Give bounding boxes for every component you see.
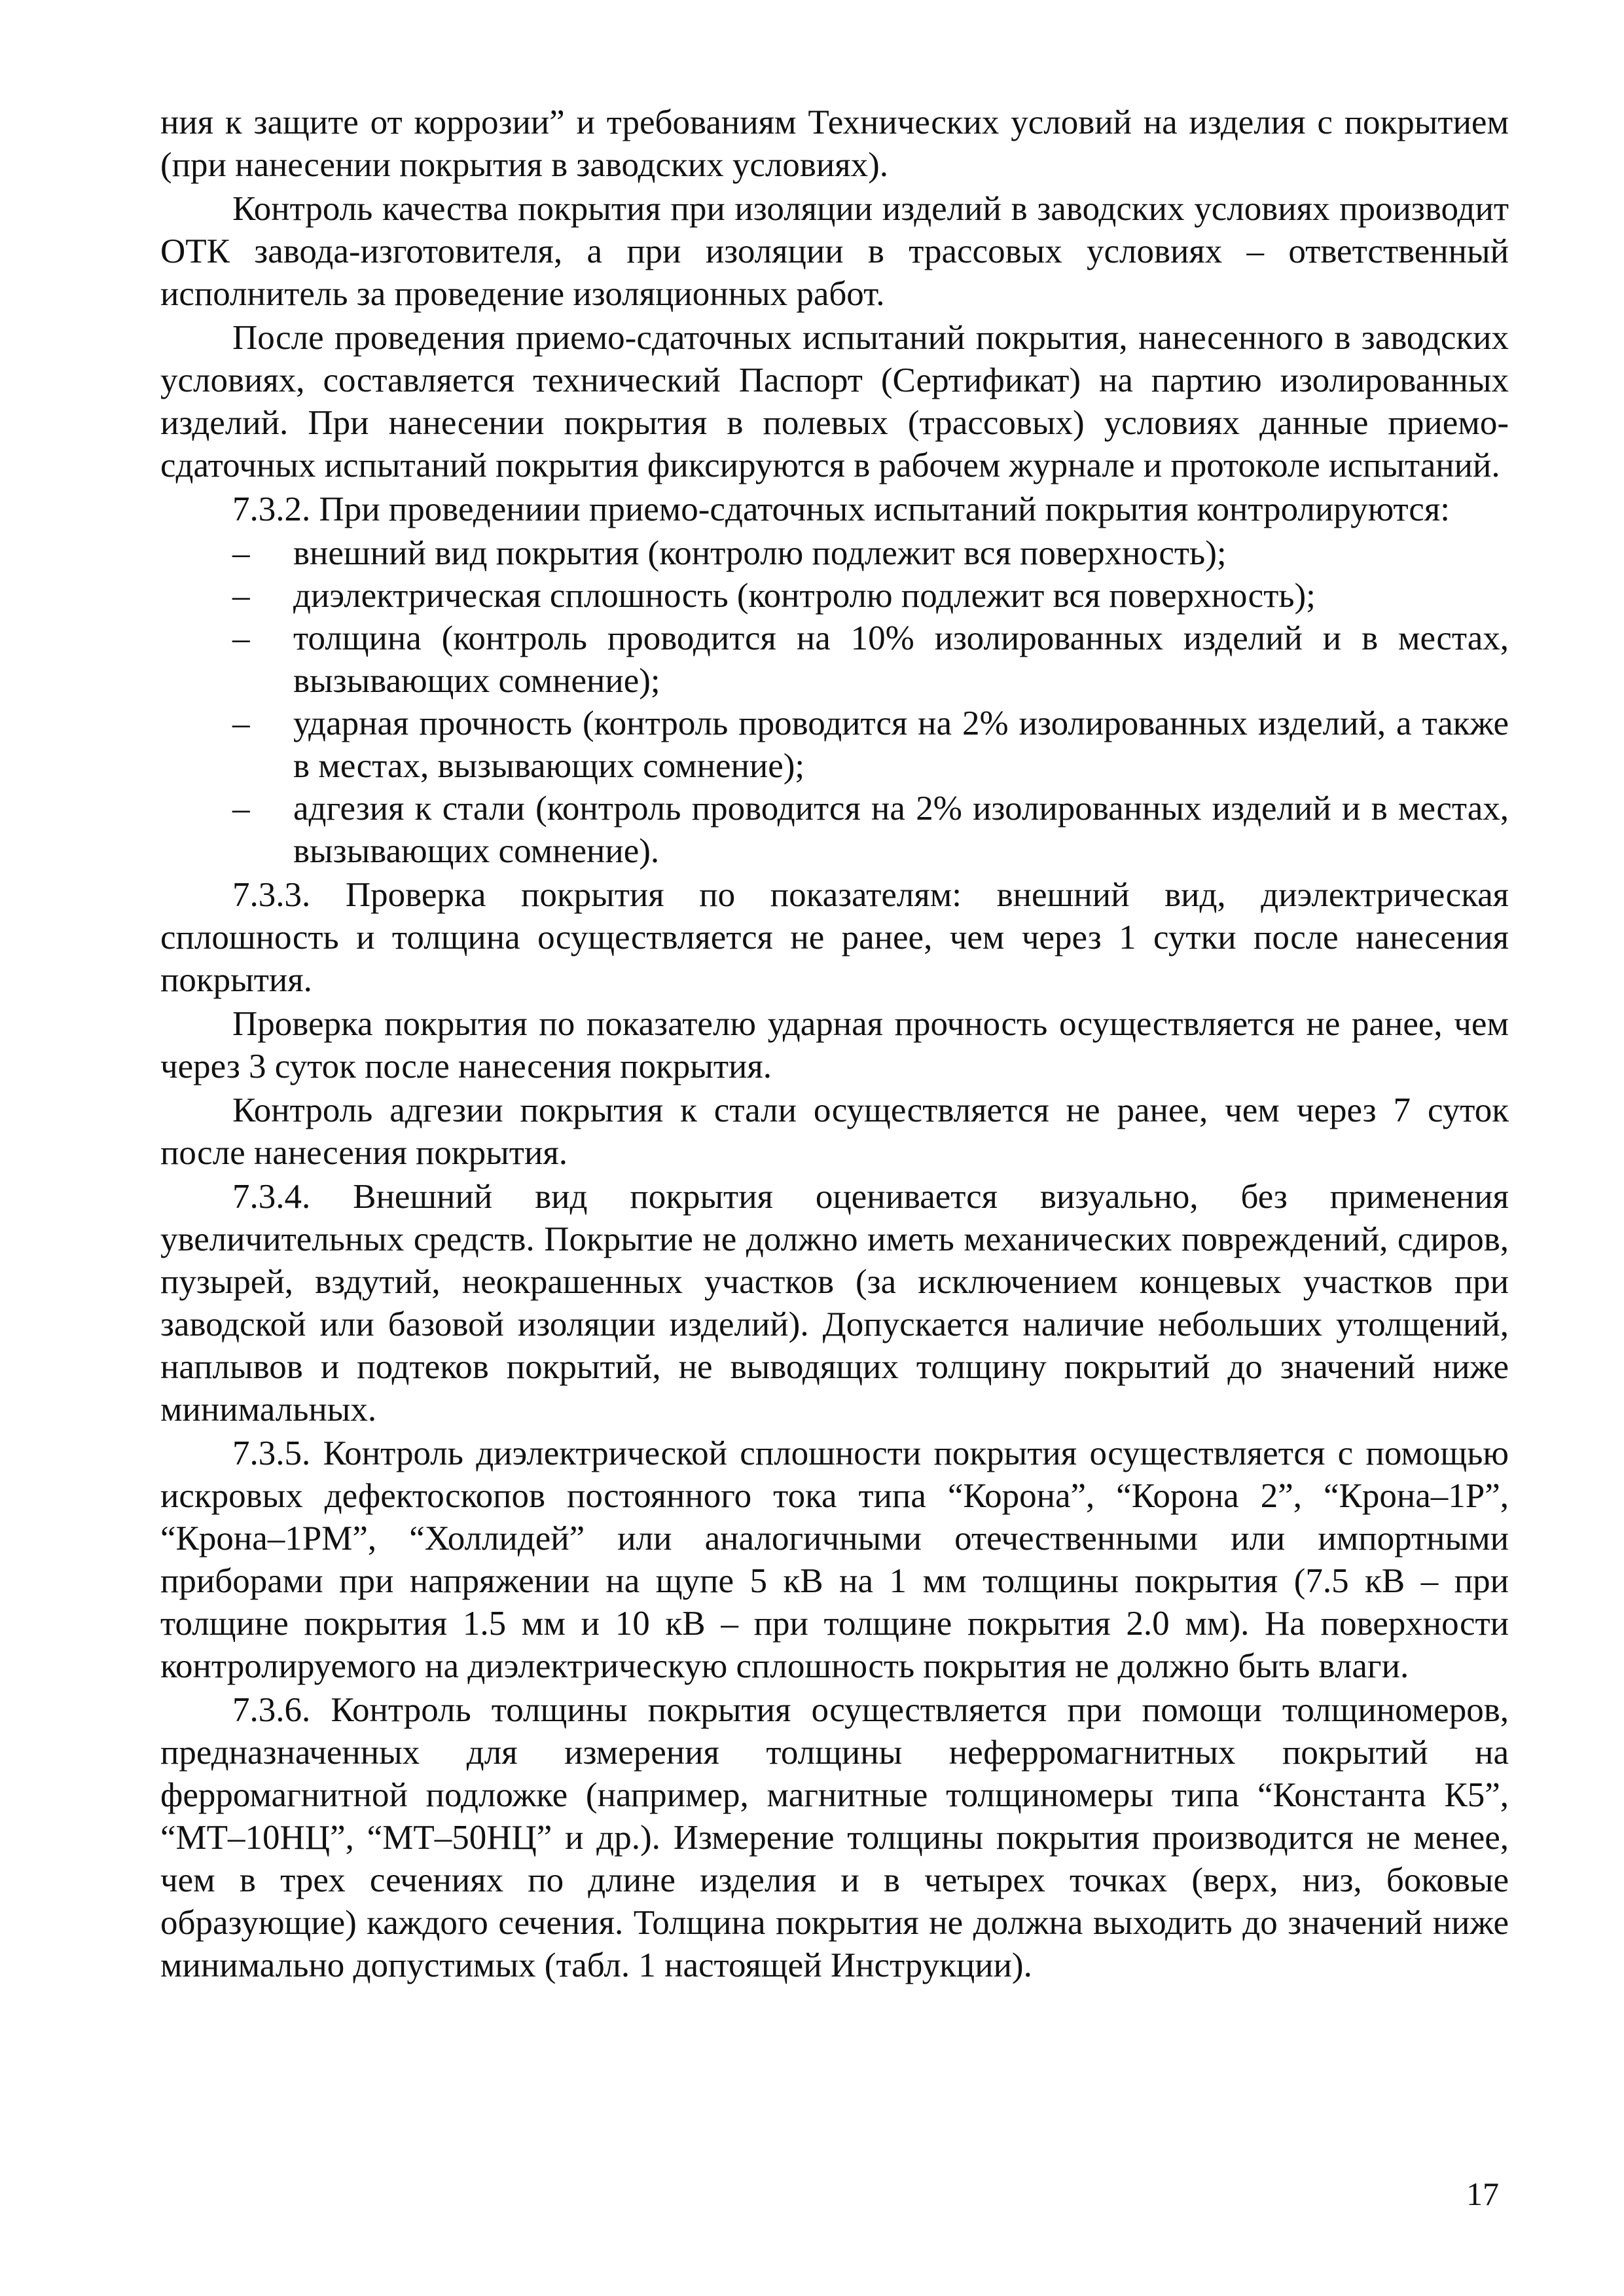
paragraph-7-3-6: 7.3.6. Контроль толщины покрытия осуществляется при помощи толщиномеров, предназначенных для измерения толщины неферромагнитных покрытий на ферромагнитной подложке (например, магнитные толщиномеры типа “Константа К5”, “МТ–10НЦ”, “МТ–50НЦ” и др.). Измерение толщины покрытия производится не менее, чем в трех сечениях по длине изделия и в четырех точках (верх, низ, боковые образующие) каждого сечения. Толщина покрытия не должна выходить до значений ниже минимально допустимых (табл. 1 настоящей Инструкции).	[160, 1691, 1509, 1984]
list-item	[160, 532, 1509, 575]
paragraph-impact-strength-check: Проверка покрытия по показателю ударная прочность осуществляется не ранее, чем через 3 суток после нанесения покрытия.	[160, 1005, 1509, 1085]
document-body	[160, 101, 1509, 1988]
list-item	[160, 702, 1509, 788]
paragraph-7-3-3: 7.3.3. Проверка покрытия по показателям: внешний вид, диэлектрическая сплошность и толщина осуществляется не ранее, чем через 1 сутки после нанесения покрытия.	[160, 876, 1509, 999]
paragraph-7-3-4: 7.3.4. Внешний вид покрытия оценивается визуально, без применения увеличительных средств. Покрытие не должно иметь механических повреждений, сдиров, пузырей, вздутий, неокрашенных участков (за исключением концевых участков при заводской или базовой изоляции изделий). Допускается наличие небольших утолщений, наплывов и подтеков покрытий, не выводящих толщину покрытий до значений ниже минимальных.	[160, 1178, 1509, 1429]
list-item	[160, 575, 1509, 617]
paragraph-7-3-5: 7.3.5. Контроль диэлектрической сплошности покрытия осуществляется с помощью искровых дефектоскопов постоянного тока типа “Корона”, “Корона 2”, “Крона–1Р”, “Крона–1РМ”, “Холлидей” или аналогичными отечественными или импортными приборами при напряжении на щупе 5 кВ на 1 мм толщины покрытия (7.5 кВ – при толщине покрытия 1.5 мм и 10 кВ – при толщине покрытия 2.0 мм). На поверхности контролируемого на диэлектрическую сплошность покрытия не должно быть влаги.	[160, 1434, 1509, 1685]
page-number: 17	[1466, 2176, 1499, 2212]
dash-bullet: –	[232, 534, 250, 572]
paragraph-7-3-2: 7.3.2. При проведениии приемо-сдаточных испытаний покрытия контролируются:	[232, 490, 1450, 528]
list-item-text: адгезия к стали (контроль проводится на 2% изолированных изделий и в местах, вызывающих сомнение).	[293, 790, 1509, 870]
dash-bullet: –	[232, 619, 250, 657]
list-item-text: диэлектрическая сплошность (контролю подлежит вся поверхность);	[293, 577, 1316, 615]
list-item	[160, 617, 1509, 702]
controlled-parameters-list	[160, 532, 1509, 873]
dash-bullet: –	[232, 704, 250, 742]
dash-bullet: –	[232, 577, 250, 615]
paragraph-quality-control: Контроль качества покрытия при изоляции изделий в заводских условиях производит ОТК завода-изготовителя, а при изоляции в трассовых условиях – ответственный исполнитель за проведение изоляционных работ.	[160, 190, 1509, 313]
list-item	[160, 788, 1509, 873]
list-item-text: внешний вид покрытия (контролю подлежит вся поверхность);	[293, 534, 1227, 572]
paragraph-acceptance-passport: После проведения приемо-сдаточных испытаний покрытия, нанесенного в заводских условиях, составляется технический Паспорт (Сертификат) на партию изолированных изделий. При нанесении покрытия в полевых (трассовых) условиях данные приемо-сдаточных испытаний покрытия фиксируются в рабочем журнале и протоколе испытаний.	[160, 319, 1509, 484]
dash-bullet: –	[232, 790, 250, 828]
list-item-text: толщина (контроль проводится на 10% изолированных изделий и в местах, вызывающих сомнение);	[293, 619, 1509, 700]
list-item-text: ударная прочность (контроль проводится на 2% изолированных изделий, а также в местах, вызывающих сомнение);	[293, 704, 1509, 785]
paragraph-continuation: ния к защите от коррозии” и требованиям Технических условий на изделия с покрытием (при нанесении покрытия в заводских условиях).	[160, 103, 1509, 184]
paragraph-adhesion-check: Контроль адгезии покрытия к стали осуществляется не ранее, чем через 7 суток после нанесения покрытия.	[160, 1091, 1509, 1172]
